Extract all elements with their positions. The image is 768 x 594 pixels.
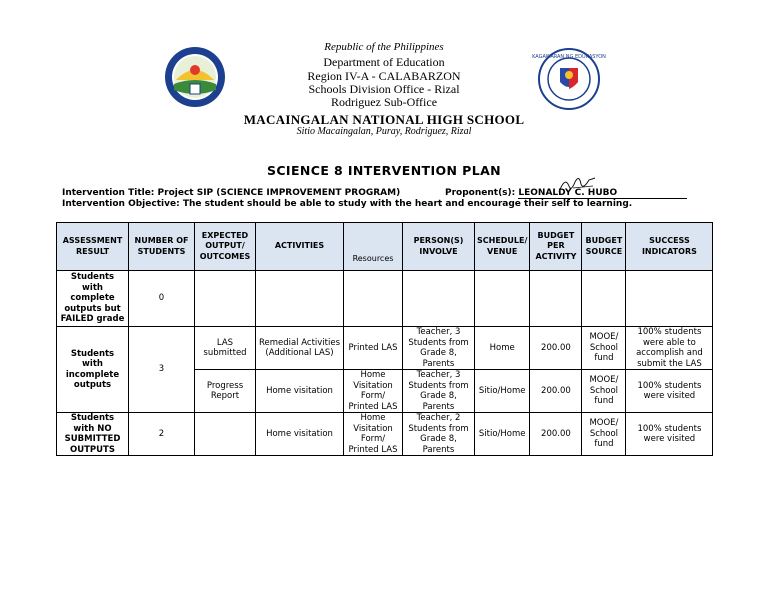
indicators-cell: 100% students were visited <box>626 413 713 456</box>
activities-cell: Remedial Activities (Additional LAS) <box>256 327 344 370</box>
header-students: NUMBER OF STUDENTS <box>129 223 195 271</box>
schedule-cell: Sitio/Home <box>475 413 530 456</box>
header-assessment: ASSESSMENT RESULT <box>57 223 129 271</box>
persons-cell: Teacher, 3 Students from Grade 8, Parents <box>403 370 475 413</box>
intervention-objective-label: Intervention Objective: <box>62 199 180 209</box>
indicators-cell: 100% students were able to accomplish and submit the LAS <box>626 327 713 370</box>
header-schedule: SCHEDULE/ VENUE <box>475 223 530 271</box>
svg-text:KAGAWARAN NG EDUKASYON: KAGAWARAN NG EDUKASYON <box>532 54 606 60</box>
source-cell: MOOE/ School fund <box>582 413 626 456</box>
table-row <box>57 271 713 327</box>
assessment-cell: Students with complete outputs but FAILED grade <box>57 271 129 327</box>
header-expected: EXPECTED OUTPUT/ OUTCOMES <box>195 223 256 271</box>
source-cell: MOOE/ School fund <box>582 370 626 413</box>
indicators-cell: 100% students were visited <box>626 370 713 413</box>
signature-icon <box>555 174 599 196</box>
resources-cell: Home Visitation Form/ Printed LAS <box>344 370 403 413</box>
header-resources: Resources <box>344 223 403 271</box>
proponent-name: LEONALDY C. HUBO <box>518 188 687 199</box>
intervention-plan-table <box>56 222 713 456</box>
students-cell: 3 <box>129 327 195 413</box>
header-indicators: SUCCESS INDICATORS <box>626 223 713 271</box>
intervention-title-line <box>62 188 400 198</box>
activities-cell: Home visitation <box>256 413 344 456</box>
expected-cell <box>195 413 256 456</box>
table-row <box>57 327 713 370</box>
expected-cell: LAS submitted <box>195 327 256 370</box>
students-cell: 2 <box>129 413 195 456</box>
budget-cell: 200.00 <box>530 413 582 456</box>
source-cell: MOOE/ School fund <box>582 327 626 370</box>
intervention-title-value: Project SIP (SCIENCE IMPROVEMENT PROGRAM) <box>157 188 401 198</box>
header-persons: PERSON(S) INVOLVE <box>403 223 475 271</box>
assessment-cell: Students with NO SUBMITTED OUTPUTS <box>57 413 129 456</box>
activities-cell: Home visitation <box>256 370 344 413</box>
intervention-title-label: Intervention Title: <box>62 188 155 198</box>
table-row <box>57 413 713 456</box>
budget-cell: 200.00 <box>530 370 582 413</box>
header-source: BUDGET SOURCE <box>582 223 626 271</box>
department-line: Department of Education <box>323 55 445 69</box>
proponent-label: Proponent(s): <box>445 188 516 198</box>
persons-cell: Teacher, 2 Students from Grade 8, Parents <box>403 413 475 456</box>
region-line: Region IV-A - CALABARZON <box>307 69 461 83</box>
resources-cell: Printed LAS <box>344 327 403 370</box>
budget-cell: 200.00 <box>530 327 582 370</box>
division-line: Schools Division Office - Rizal <box>308 82 460 96</box>
persons-cell: Teacher, 3 Students from Grade 8, Parents <box>403 327 475 370</box>
school-address: Sitio Macaingalan, Puray, Rodriguez, Rizal <box>296 126 472 137</box>
intervention-objective-value: The student should be able to study with the heart and encourage their self to learning. <box>182 199 633 209</box>
header-activities: ACTIVITIES <box>256 223 344 271</box>
intervention-objective-line <box>62 199 632 209</box>
republic-line: Republic of the Philippines <box>324 41 444 53</box>
sub-office-line: Rodriguez Sub-Office <box>330 95 438 109</box>
school-name: MACAINGALAN NATIONAL HIGH SCHOOL <box>243 112 525 127</box>
expected-cell: Progress Report <box>195 370 256 413</box>
schedule-cell: Home <box>475 327 530 370</box>
students-cell: 0 <box>129 271 195 327</box>
schedule-cell: Sitio/Home <box>475 370 530 413</box>
assessment-cell: Students with incomplete outputs <box>57 327 129 413</box>
header-budget: BUDGET PER ACTIVITY <box>530 223 582 271</box>
plan-title: SCIENCE 8 INTERVENTION PLAN <box>266 163 502 178</box>
resources-cell: Home Visitation Form/ Printed LAS <box>344 413 403 456</box>
table-header-row <box>57 223 713 271</box>
